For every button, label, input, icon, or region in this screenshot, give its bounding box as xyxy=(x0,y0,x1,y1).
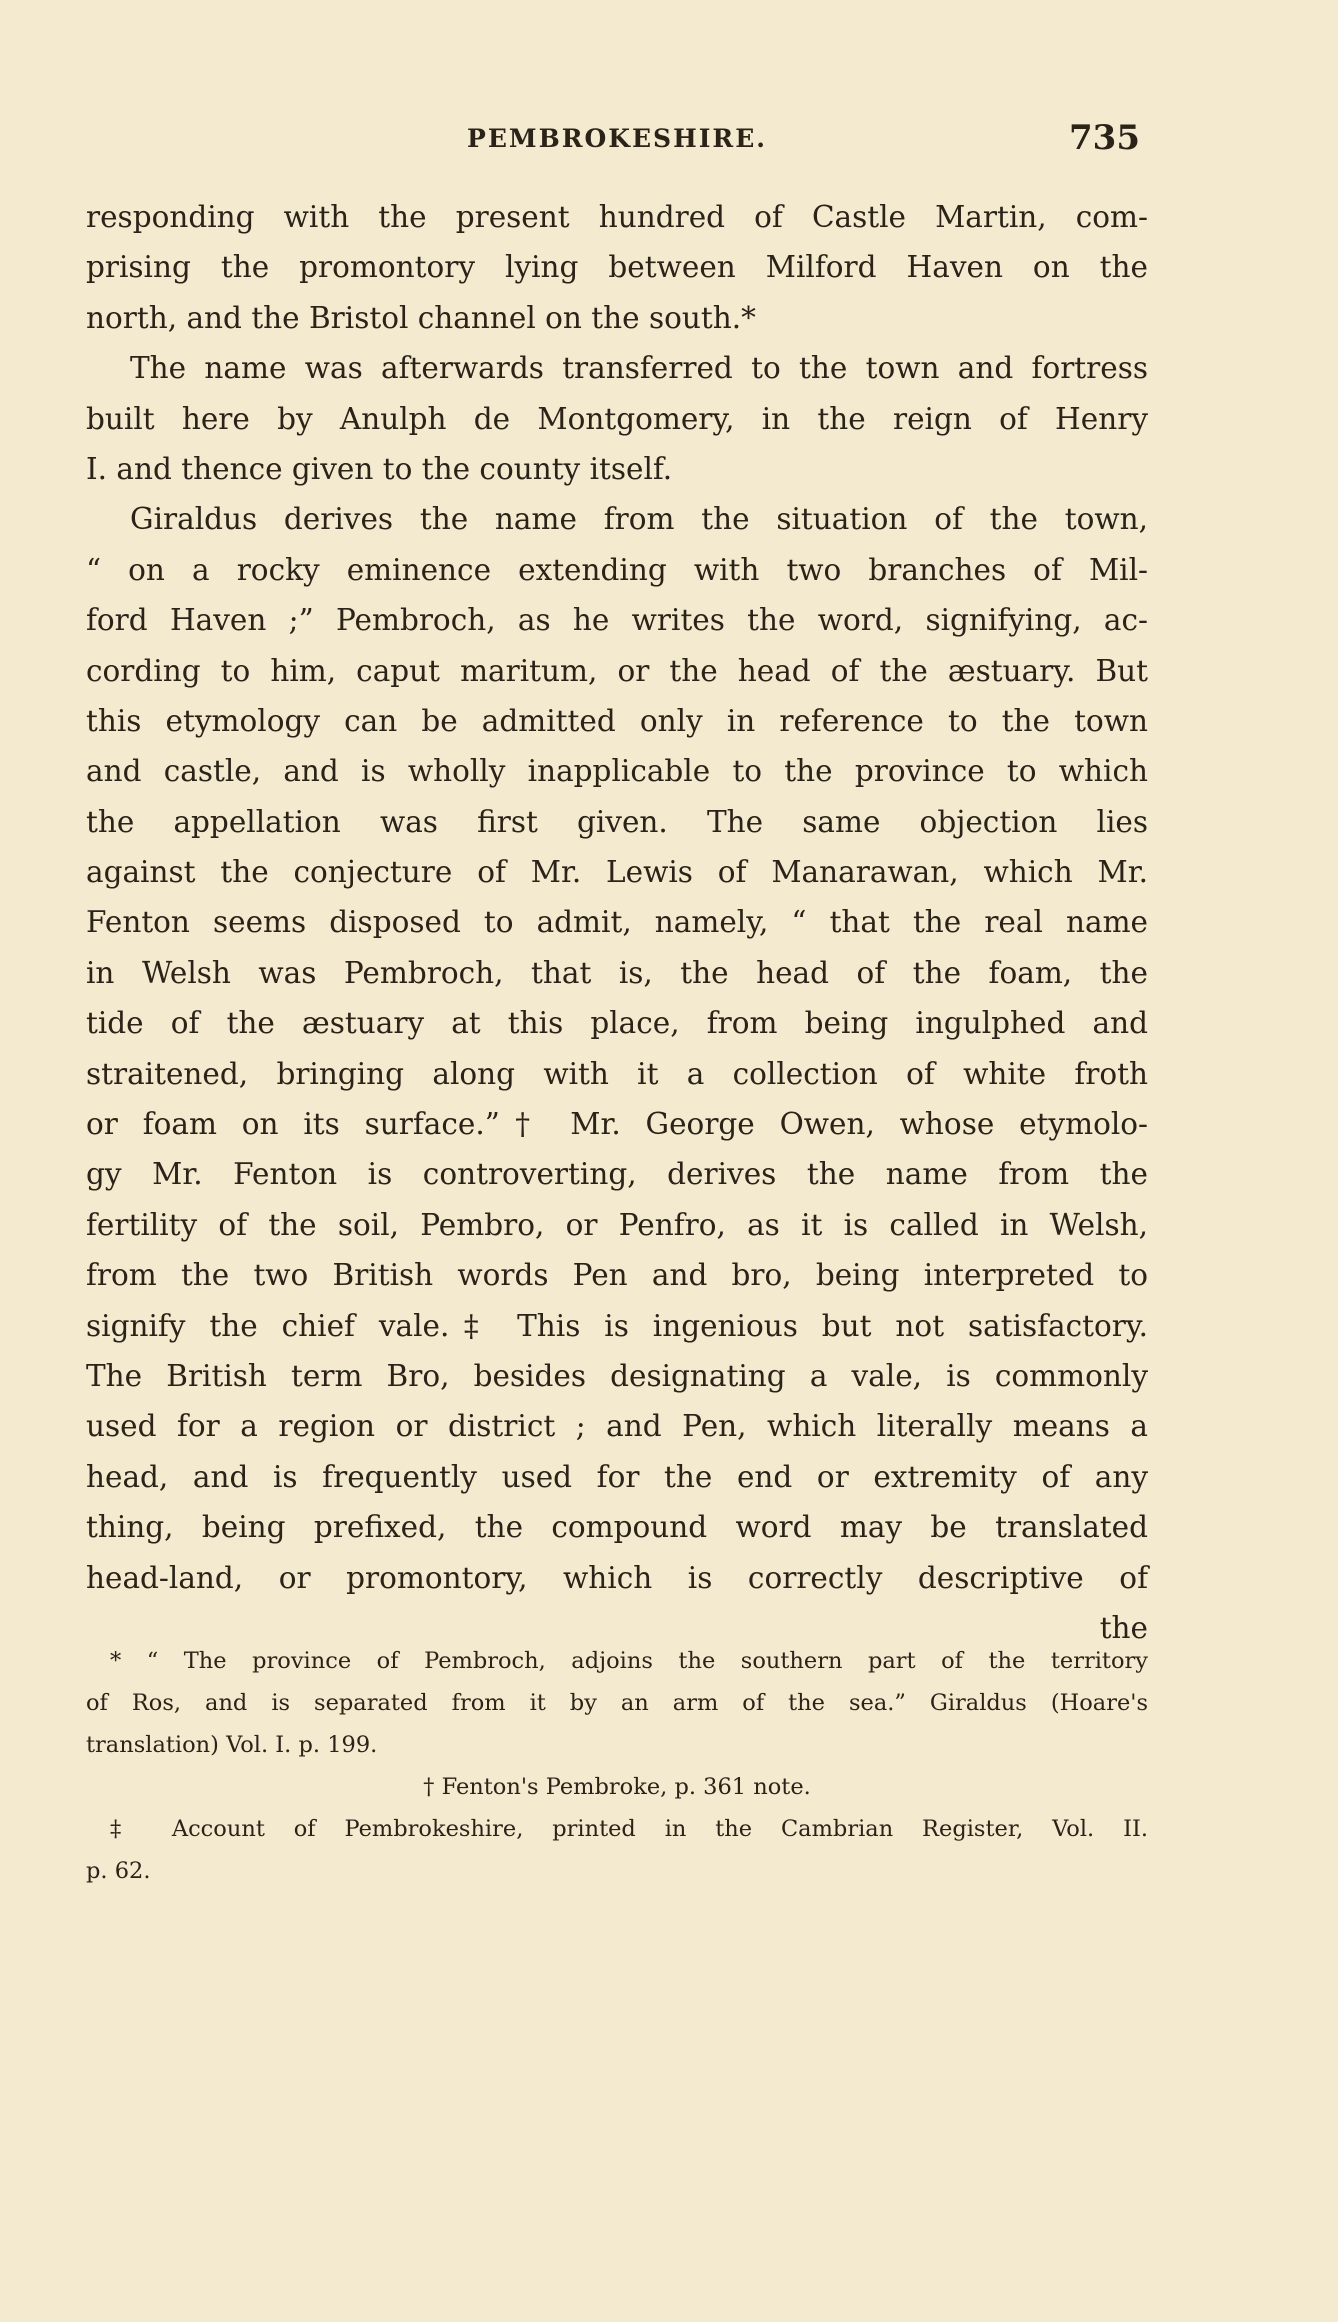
text-line: built here by Anulph de Montgomery, in the reign of Henry xyxy=(86,401,1148,436)
text-line: prising the promontory lying between Milford Haven on the xyxy=(86,250,1148,285)
running-title: PEMBROKESHIRE. xyxy=(467,124,767,153)
text-line: head-land, or promontory, which is correctly descriptive of xyxy=(86,1560,1148,1595)
text-line: The name was afterwards transferred to the town and fortress xyxy=(130,351,1148,386)
footnote-line: p. 62. xyxy=(86,1858,151,1884)
text-line: fertility of the soil, Pembro, or Penfro, as it is called in Welsh, xyxy=(86,1207,1148,1242)
text-line: this etymology can be admitted only in reference to the town xyxy=(86,703,1148,738)
text-line: thing, being prefixed, the compound word may be translated xyxy=(86,1510,1148,1545)
footnotes xyxy=(86,1640,1148,1892)
text-line: head, and is frequently used for the end or extremity of any xyxy=(86,1459,1148,1494)
text-line: signify the chief vale.‡ This is ingenious but not satisfactory. xyxy=(86,1308,1148,1343)
text-line: ford Haven ;” Pembroch, as he writes the word, signifying, ac- xyxy=(86,603,1148,638)
text-line: cording to him, caput maritum, or the head of the æstuary. But xyxy=(86,653,1148,688)
page-number: 735 xyxy=(1069,118,1140,158)
text-line: tide of the æstuary at this place, from being ingulphed and xyxy=(86,1006,1148,1041)
text-line: north, and the Bristol channel on the south.* xyxy=(86,300,756,335)
text-line: in Welsh was Pembroch, that is, the head of the foam, the xyxy=(86,955,1148,990)
text-line: the appellation was first given. The same objection lies xyxy=(86,804,1148,839)
footnote-line: of Ros, and is separated from it by an arm of the sea.” Giraldus (Hoare's xyxy=(86,1690,1148,1716)
running-head xyxy=(86,118,1148,162)
footnote-line: ‡ Account of Pembrokeshire, printed in the Cambrian Register, Vol. II. xyxy=(110,1816,1148,1842)
text-line: responding with the present hundred of Castle Martin, com- xyxy=(86,200,1148,234)
text-line: Fenton seems disposed to admit, namely, “ that the real name xyxy=(86,905,1148,940)
text-line: or foam on its surface.”† Mr. George Owen, whose etymolo- xyxy=(86,1107,1148,1142)
catchword: the xyxy=(1099,1610,1148,1645)
text-line: used for a region or district ; and Pen, which literally means a xyxy=(86,1409,1148,1444)
text-line: from the two British words Pen and bro, being interpreted to xyxy=(86,1258,1148,1293)
text-line: against the conjecture of Mr. Lewis of Manarawan, which Mr. xyxy=(86,855,1148,890)
text-line: Giraldus derives the name from the situation of the town, xyxy=(130,502,1148,537)
text-line: and castle, and is wholly inapplicable to the province to which xyxy=(86,754,1148,789)
body-text xyxy=(86,192,1148,1653)
footnote-line: translation) Vol. I. p. 199. xyxy=(86,1732,378,1758)
text-line: straitened, bringing along with it a collection of white froth xyxy=(86,1056,1148,1091)
text-line: I. and thence given to the county itself. xyxy=(86,451,673,486)
text-line: gy Mr. Fenton is controverting, derives the name from the xyxy=(86,1157,1148,1192)
text-line: The British term Bro, besides designating a vale, is commonly xyxy=(86,1358,1148,1393)
text-line: “ on a rocky eminence extending with two branches of Mil- xyxy=(86,552,1148,587)
footnote-line: * “ The province of Pembroch, adjoins the southern part of the territory xyxy=(110,1648,1148,1674)
footnote-line: † Fenton's Pembroke, p. 361 note. xyxy=(423,1774,811,1800)
